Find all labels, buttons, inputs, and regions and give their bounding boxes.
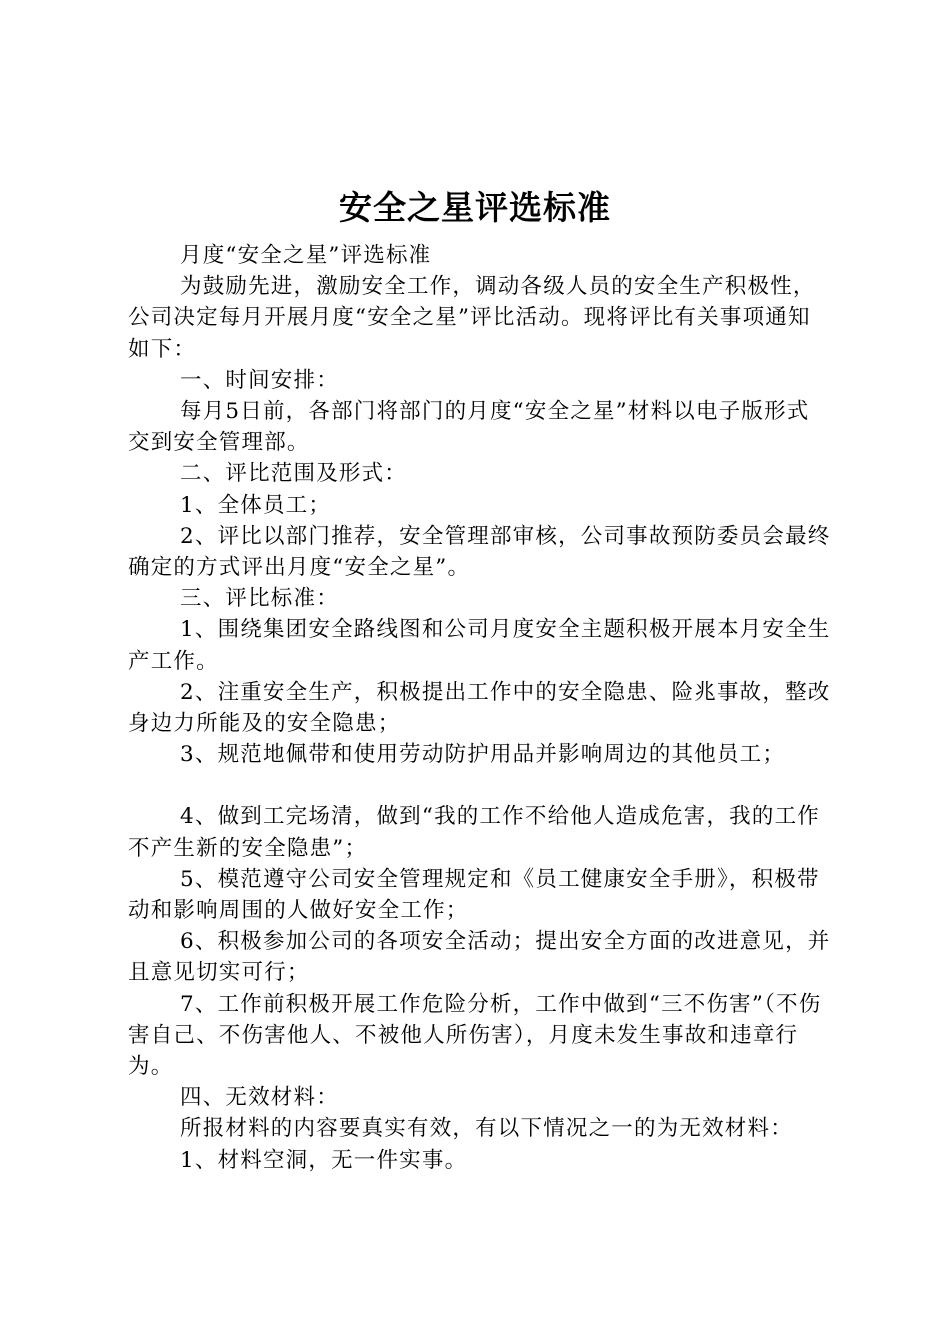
list-item-criteria-3: 3、规范地佩带和使用劳动防护用品并影响周边的其他员工； <box>180 742 786 768</box>
paragraph-invalid: 所报材料的内容要真实有效，有以下情况之一的为无效材料： <box>180 1116 793 1142</box>
paragraph-intro: 为鼓励先进，激励安全工作，调动各级人员的安全生产积极性，公司决定每月开展月度“安全之星”评比活动。现将评比有关事项通知如下： <box>128 274 816 362</box>
list-item-criteria-6: 6、积极参加公司的各项安全活动；提出安全方面的改进意见，并且意见切实可行； <box>128 929 831 986</box>
list-item-scope-1: 1、全体员工； <box>180 492 332 518</box>
section-heading-invalid: 四、无效材料： <box>180 1085 339 1111</box>
paragraph-subtitle: 月度“安全之星”评选标准 <box>180 243 432 268</box>
section-heading-schedule: 一、时间安排： <box>180 367 339 393</box>
list-item-criteria-1: 1、围绕集团安全路线图和公司月度安全主题积极开展本月安全生产工作。 <box>128 617 831 674</box>
list-item-criteria-5: 5、模范遵守公司安全管理规定和《员工健康安全手册》，积极带动和影响周围的人做好安全工作； <box>128 866 820 924</box>
section-heading-criteria: 三、评比标准： <box>180 586 339 612</box>
document-title: 安全之星评选标准 <box>339 188 611 227</box>
section-heading-scope: 二、评比范围及形式： <box>180 461 408 487</box>
list-item-scope-2: 2、评比以部门推荐，安全管理部审核，公司事故预防委员会最终确定的方式评出月度“安全之星”。 <box>128 523 831 581</box>
list-item-criteria-7: 7、工作前积极开展工作危险分析，工作中做到“三不伤害”（不伤害自己、不伤害他人、不被他人所伤害），月度未发生事故和违章行为。 <box>128 991 822 1080</box>
list-item-criteria-4: 4、做到工完场清，做到“我的工作不给他人造成危害，我的工作不产生新的安全隐患”； <box>128 804 820 861</box>
document-body <box>128 240 832 1176</box>
list-item-criteria-2: 2、注重安全生产，积极提出工作中的安全隐患、险兆事故，整改身边力所能及的安全隐患； <box>128 679 831 737</box>
paragraph-schedule: 每月5日前，各部门将部门的月度“安全之星”材料以电子版形式交到安全管理部。 <box>128 399 810 456</box>
list-item-invalid-1: 1、材料空洞，无一件实事。 <box>180 1147 468 1173</box>
